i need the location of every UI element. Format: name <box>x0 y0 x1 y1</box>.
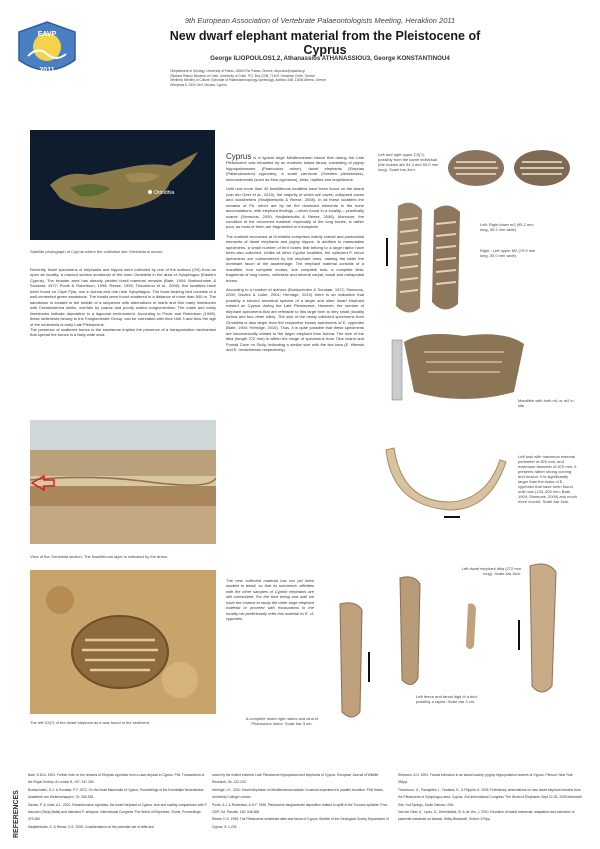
reference-item: Herridge, V.L. 2010. Dwarf elephants on Mediterranean islands: A natural experiment in parallel evolution. PhD thesis, University College London. <box>212 787 384 800</box>
intro-text: Recently, fossil specimens of elephants and hippos were collected by one of the authors (GK) from an open air locality, a roadcut section southeast of the town Ormidelia in the area of Xylophagou (Eastern Cyprus). The broader area has already yielded fossil mammal remains (Bate, 1904; Boekschoten & Sondaar, 1972; Poole & Robertson, 1998; Reese, 1995; Theodorou et al., 2005): five localities have been found on Cape Pyla, one in Achna and one near Xylophagou. The bone-bearing bed consists of a well-cemented green sandstone. The fossils were found scattered in a distance of more than 500 m. The sandstone is located in the middle of a sequence with alternations of marls and thin marly limestones with Cerastoderma shells, overlain by coarse and poorly sorted conglomerates. The marls and marly limestones indicate deposition in a lagoonal environment. According to Poole and Robertson (1998), these sediments belong to the Fanglomerate Group, can be correlated with their Unit 3 and thus the age of the sediments is early Late Pleistocene. <box>30 267 216 327</box>
intro-paragraph <box>30 267 216 338</box>
svg-text:2011: 2011 <box>39 67 55 74</box>
satellite-caption: Satellite photograph of Cyprus where the collection site Ormidelia is shown <box>30 249 163 254</box>
caption-mandible: Mandible with both m1 or m2 in situ <box>518 398 574 408</box>
paragraph-4: According to a number of authors (Boekschoten & Sondaar, 1972; Simmons, 2000; Davies & Lister, 2001; Herridge, 2010) there is an indication that possibly a second ancestral species of a larger and older dwarf elephant existed on Cyprus during the Late Pleistocene. However, the number of elephant specimens that are referable to this large form is very small (locality Achna and four other sites). The size of the newly collected specimens from Ormidelia is also larger than the respective known specimens of E. cypriotes (Bate, 1904; Herridge, 2010). Thus, it is quite possible that these specimens are taxonomically related to the larger elephant from Achna. The size of the tibia (length 272 mm) is within the range of specimens from Tilos Island and Puntali Cave on Sicily, indicating a similar size with the two taxa (E. tiliensis and E. mnaidriensis respectively). <box>226 286 364 352</box>
satellite-location-label: Ormidhia <box>154 190 175 196</box>
femur-photo <box>390 574 432 692</box>
reference-item: Van der Geer, A., Lyras, G., Dermitzakis, M. & de Vos, J. 2010. Evolution of island mammals: adaptation and extinction of placental mammals on islands. Wiley-Blackwell, Oxford: 479pp. <box>398 810 575 822</box>
molar-in-sediment-photo <box>30 570 216 714</box>
poster-title: New dwarf elephant material from the Pleistocene of Cyprus <box>169 29 481 57</box>
affiliation-3: 3Hellenic Ministry of Culture, Ephorate of Palaeoanthropology-Speleology, Ardittou 34B, 11636 Athens, Greece <box>170 78 327 83</box>
satellite-photo <box>30 130 215 240</box>
reference-item: Simmons, A.H. 2000. Faunal extinction in an island society: pygmy hippopotamus hunters of Cyprus. Plenum, New York: 381pp. <box>398 773 574 785</box>
affiliation-4: 4Kerynias 6, 2300 Geri, Nicosia, Cyprus <box>170 82 227 87</box>
reference-item: Poole, A.J. & Robertson, A.H.F. 1998. Pleistocene fanglomerate deposition related to uplift of the Troodos ophiolite. Proc. ODP, Sci. Results, 160: 545-566. <box>212 802 389 815</box>
reference-item: Hadjisterkotis, E. & Reese, D.S. 2008. Considerations on the potential use of cliffs and <box>28 824 154 829</box>
intro-text-2: The presence of scattered bones in the sandstone implies the presence of a transportation mechanism that spread the bones in a fairly wide area. <box>30 326 216 338</box>
section-photo <box>30 420 216 544</box>
section-caption: View of the Ormidelia section. The fossiliferous layer is indicated by the arrow. <box>30 554 168 559</box>
authors: George ILIOPOULOS1,2, Athanassios ATHANASSIOU3, George KONSTANTINOU4 <box>210 55 450 62</box>
references-col-2 <box>212 772 392 831</box>
tusk-photo <box>380 440 512 524</box>
caption-radius: A complete fused right radius and ulna of Phanourios minor. Scale bar 3 cm. <box>245 716 319 726</box>
affiliations <box>170 69 450 87</box>
lower-molars-photo <box>382 196 474 320</box>
conference-logo <box>16 20 78 78</box>
paragraph-1: is a typical large Mediterranean island that during the Late Pleistocene was inhabited by an endemic island fauna, consisting of pigmy hippopotamuses (Phanourios minor), dwarf elephants (Elephas (Palaeoloxodon) cypriotes), a small carnivore (Genetta plesictoides), micromammals (such as Mus cypriacus), birds, reptiles and amphibians. <box>226 155 364 182</box>
affiliation-2: 2Natural History Museum of Crete, University of Crete, P.O. Box 2208, 71409, Heraklion Crete, Greece <box>170 73 316 78</box>
reference-item: Boekschoten, G.J. & Sondaar, P.Y. 1972. On the fossil Mammalia of Cyprus. Proceedings of the Koninklijke Nederlandse Akademie van Wetenschappen, 75: 306-338. <box>28 787 204 800</box>
caption-lower-m2-left: Left: Right lower m2 (95.2 mm long, 35.2 mm wide) <box>480 222 534 232</box>
main-text-1 <box>226 154 364 352</box>
radius-ulna-photo <box>326 600 380 724</box>
bird-digit-photo <box>460 600 484 654</box>
reference-item: Reese, D.S. 1995. The Pleistocene vertebrate sites and fauna of Cyprus. Bulletin of the Geological Survey Department of Cyprus, 9: 1-203. <box>212 817 389 829</box>
references-col-1 <box>28 772 208 831</box>
references-heading-text: REFERENCES <box>13 790 20 838</box>
reference-item: caves by the extinct endemic Late Pleistocene hippopotami and elephants of Cyprus. European Journal of Wildlife Research, 54: 122-133. <box>212 773 379 785</box>
caption-femur: Left femur and tarsal digit of a bird, possibly a raptor. Scale bar 3 cm. <box>416 694 478 704</box>
molar-caption: The left D3(?) of the dwarf elephant as it was found in the sediment. <box>30 720 151 725</box>
reference-item: Theodorou, G., Panayides, I., Tsiolakis, E., & Filippidi, A. 2005. Preliminary observations on new dwarf elephant remains from the Pleistocene of Xylophagou area, Cyprus. 2nd International Congress 'The World of Elephants' Sept 22-25, 2005 Mammoth Site, Hot Springs, South Dakota, USA. <box>398 787 583 807</box>
affiliation-1: 1Department of Geology, University of Patras, 26504 Rio Patras, Greece, iliopoulos@upatras.gr <box>170 69 306 73</box>
paragraph-2: Until now more than 40 fossiliferous localities have been found on the island (van der Geer et al., 2010), the majority of which are caves, collapsed caves and rockshelters (Hadjisterkotis & Reese, 2008). In all these localities the remains of Ph. minor are by far the dominant elements in the bone accumulations, with elephant findings —when found in a locality— practically scarce (Simmons, 2000; Hadjisterkotis & Reese, 2008). Moreover, the condition of the recovered material, especially of the long bones, is rather poor, as most of them are fragmented or incomplete. <box>226 186 364 230</box>
paragraph-3: The material recovered at Ormidelia comprises mainly cranial and postcranial elements of dwarf elephants and pigmy hippos. In addition to mammalian specimens, a small number of bird bones that belong to a large raptor have been also collected. Unlike all other Cypriot localities, the collected P. minor specimens are outnumbered by the elephant ones, making the latter the dominant taxon of the assemblage. The elephant material consists of a mandible, four complete molars, one complete tusk, a complete tibia, fragments of long bones, vertebrae and several carpal, tarsal and metapodial bones. <box>226 233 364 283</box>
svg-text:EAVP: EAVP <box>37 31 57 38</box>
reference-item: Bate, D.M.A. 1904. Further note on the remains of Elephas cypriotes from a cave-deposit in Cyprus. Phil. Transactions of the Royal Society of London B, 197: 347-360. <box>28 773 205 785</box>
upper-molars-photo <box>444 144 576 192</box>
caption-molars-top: Left and right upper D3(?), possibly from the same individual (the molars are 54.4 and 53.0 mm long). Scale bar 3cm. <box>378 152 439 172</box>
conference-name: 9th European Association of Vertebrate Palaeontologists Meeting, Heraklion 2011 <box>184 16 456 25</box>
mandible-photo <box>384 322 544 410</box>
references-heading <box>8 772 22 842</box>
caption-tibia: Left dwarf elephant tibia (272 mm long). Scale bar 3cm. <box>461 566 521 576</box>
cyprus-dropcap: Cyprus <box>226 152 252 161</box>
reference-item: Davies, P. & Lister, A.L. 2001. Palaeoloxodon cypriotes, the dwarf elephant of Cyprus: size and scaling comparisons with P. falconeri (Sicily-Malta) and mainland P. antiquus. International Congress 'The World of Elephants', Rome, Proceedings: 479-480. <box>28 802 208 822</box>
caption-lower-m2-right: Right : Left upper M2 (79.9 mm long, 30.0 mm wide) <box>480 248 536 258</box>
main-text-2: The new collected material has not yet been studied in detail, so that its taxonomic affinities with the other samples of Cypriot elephants are still unresolved. For the time being and until we have the chance to study the other large elephant material or proceed with excavations in the locality we preliminarily refer this material to E. cf. cypriotes. <box>226 578 314 622</box>
caption-tusk: Left tusk with maximum external perimeter of 820 mm, and maximum diameter of 570 mm. It presents rather strong curving and torsion. It is significantly larger than the tusks of E. cypriotes that have been found until now (133–400 mm; Bate, 1904; Simmons, 2000) and much more curved. Scale bar 3cm. <box>518 454 577 504</box>
tibia-photo <box>516 560 570 700</box>
references-col-3 <box>398 772 584 824</box>
